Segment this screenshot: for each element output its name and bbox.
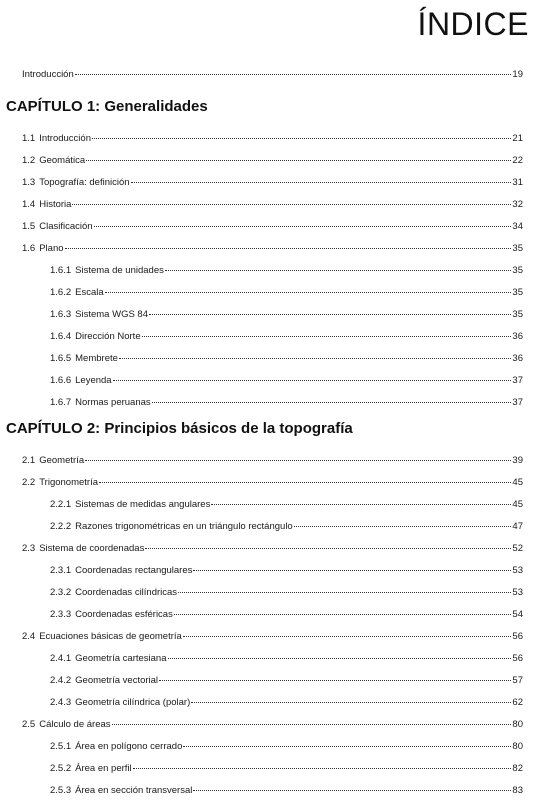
toc-entry-label: Introducción [22,69,74,80]
toc-entry[interactable] [22,719,523,731]
toc-entry-number: 1.6 [22,243,36,254]
leader-dots [105,291,512,293]
toc-entry[interactable] [22,199,523,211]
toc-entry-number: 1.5 [22,221,36,232]
leader-dots [85,459,511,461]
toc-entry-number: 1.6.6 [50,375,72,386]
toc-entry-label: Escala [75,287,104,298]
toc-entry-label: Plano [39,243,64,254]
toc-entry-label: Coordenadas esféricas [75,609,173,620]
toc-entry-label: Sistema de coordenadas [39,543,145,554]
toc-entry-label: Geometría [39,455,85,466]
toc-entry-number: 2.4.2 [50,675,72,686]
toc-entry-page: 83 [512,785,523,796]
toc-entry-page: 56 [512,653,523,664]
toc-entry[interactable] [22,133,523,145]
toc-entry-number: 1.1 [22,133,36,144]
toc-subentry[interactable] [50,741,523,753]
toc-entry-page: 62 [512,697,523,708]
toc-entry-label: Dirección Norte [75,331,141,342]
toc-entry-label: Ecuaciones básicas de geometría [39,631,182,642]
toc-entry-label: Trigonometría [39,477,98,488]
toc-entry-number: 2.2.2 [50,521,72,532]
toc-entry-page: 36 [512,331,523,342]
toc-entry-page: 21 [512,133,523,144]
toc-entry[interactable] [22,477,523,489]
leader-dots [99,481,511,483]
leader-dots [191,701,511,703]
toc-entry-label: Razones trigonométricas en un triángulo rectángulo [75,521,293,532]
toc-entry-number: 1.6.5 [50,353,72,364]
leader-dots [165,269,512,271]
toc-entry-number: 2.5 [22,719,36,730]
toc-entry-label: Coordenadas cilíndricas [75,587,178,598]
toc-entry-page: 45 [512,477,523,488]
toc-entry-page: 35 [512,243,523,254]
toc-entry-number: 1.6.2 [50,287,72,298]
toc-subentry[interactable] [50,587,523,599]
leader-dots [159,679,511,681]
leader-dots [113,379,512,381]
leader-dots [75,73,512,75]
toc-entry-label: Coordenadas rectangulares [75,565,193,576]
toc-entry-label: Historia [39,199,72,210]
toc-entry-page: 53 [512,587,523,598]
toc-entry-number: 1.3 [22,177,36,188]
toc-entry[interactable] [22,177,523,189]
toc-entry-page: 53 [512,565,523,576]
leader-dots [119,357,512,359]
leader-dots [152,401,512,403]
toc-entry-label: Leyenda [75,375,112,386]
leader-dots [149,313,511,315]
toc-subentry[interactable] [50,763,523,775]
toc-entry-page: 32 [512,199,523,210]
page-title: ÍNDICE [417,6,529,42]
toc-subentry[interactable] [50,521,523,533]
leader-dots [142,335,512,337]
leader-dots [178,591,511,593]
toc-subentry[interactable] [50,265,523,277]
leader-dots [193,569,511,571]
toc-entry[interactable] [22,155,523,167]
leader-dots [133,767,512,769]
leader-dots [145,547,511,549]
leader-dots [86,159,511,161]
toc-entry-page: 56 [512,631,523,642]
toc-entry-label: Membrete [75,353,118,364]
leader-dots [131,181,512,183]
toc-entry-introduccion[interactable] [22,69,523,81]
toc-entry-page: 35 [512,265,523,276]
toc-entry-page: 45 [512,499,523,510]
leader-dots [72,203,511,205]
toc-entry-label: Introducción [39,133,91,144]
toc-entry-label: Área en perfil [75,763,132,774]
toc-entry-number: 2.5.2 [50,763,72,774]
toc-entry-page: 37 [512,375,523,386]
toc-subentry[interactable] [50,309,523,321]
toc-entry-number: 2.2 [22,477,36,488]
toc-subentry[interactable] [50,287,523,299]
toc-entry-label: Cálculo de áreas [39,719,111,730]
leader-dots [174,613,512,615]
toc-entry-label: Sistema WGS 84 [75,309,148,320]
toc-entry-page: 35 [512,287,523,298]
toc-entry-page: 39 [512,455,523,466]
toc-subentry[interactable] [50,353,523,365]
toc-entry-page: 52 [512,543,523,554]
toc-entry-page: 37 [512,397,523,408]
toc-subentry[interactable] [50,397,523,409]
toc-entry-label: Sistema de unidades [75,265,164,276]
toc-subentry[interactable] [50,785,523,797]
toc-entry-number: 2.4.3 [50,697,72,708]
toc-entry-page: 80 [512,741,523,752]
toc-entry-number: 1.2 [22,155,36,166]
chapter-heading: CAPÍTULO 2: Principios básicos de la topografía [6,420,353,437]
toc-entry-number: 1.6.4 [50,331,72,342]
toc-entry[interactable] [22,631,523,643]
leader-dots [168,657,512,659]
toc-subentry[interactable] [50,565,523,577]
toc-entry-label: Área en polígono cerrado [75,741,183,752]
toc-entry-page: 19 [512,69,523,80]
toc-entry-page: 47 [512,521,523,532]
toc-entry-number: 2.5.1 [50,741,72,752]
toc-entry-label: Geomática [39,155,86,166]
toc-entry-page: 80 [512,719,523,730]
leader-dots [211,503,511,505]
toc-entry-page: 22 [512,155,523,166]
toc-entry-label: Geometría cilíndrica (polar) [75,697,191,708]
toc-entry-number: 1.4 [22,199,36,210]
leader-dots [183,745,511,747]
toc-entry-number: 2.3.1 [50,565,72,576]
toc-entry-label: Área en sección transversal [75,785,193,796]
toc-entry-page: 82 [512,763,523,774]
toc-subentry[interactable] [50,331,523,343]
toc-entry-page: 31 [512,177,523,188]
leader-dots [193,789,511,791]
toc-entry[interactable] [22,221,523,233]
toc-subentry[interactable] [50,499,523,511]
toc-subentry[interactable] [50,653,523,665]
toc-entry-number: 2.3.3 [50,609,72,620]
leader-dots [183,635,512,637]
toc-entry-number: 2.4.1 [50,653,72,664]
toc-subentry[interactable] [50,675,523,687]
toc-entry-number: 1.6.1 [50,265,72,276]
toc-entry-page: 54 [512,609,523,620]
toc-entry-label: Clasificación [39,221,93,232]
toc-entry-label: Sistemas de medidas angulares [75,499,211,510]
leader-dots [94,225,512,227]
toc-entry-number: 2.2.1 [50,499,72,510]
leader-dots [92,137,511,139]
toc-entry[interactable] [22,455,523,467]
toc-entry-number: 2.3.2 [50,587,72,598]
toc-entry-number: 1.6.7 [50,397,72,408]
toc-entry[interactable] [22,543,523,555]
toc-entry-page: 57 [512,675,523,686]
chapter-heading: CAPÍTULO 1: Generalidades [6,98,208,115]
toc-entry-label: Geometría vectorial [75,675,159,686]
toc-entry-number: 2.3 [22,543,36,554]
toc-subentry[interactable] [50,375,523,387]
toc-entry-label: Geometría cartesiana [75,653,167,664]
toc-entry-number: 2.5.3 [50,785,72,796]
leader-dots [294,525,512,527]
toc-entry-page: 34 [512,221,523,232]
toc-entry-number: 2.4 [22,631,36,642]
toc-subentry[interactable] [50,609,523,621]
toc-entry-number: 1.6.3 [50,309,72,320]
toc-entry-number: 2.1 [22,455,36,466]
leader-dots [112,723,512,725]
toc-entry-page: 36 [512,353,523,364]
leader-dots [65,247,512,249]
toc-entry-label: Topografía: definición [39,177,130,188]
toc-entry-page: 35 [512,309,523,320]
toc-entry[interactable] [22,243,523,255]
toc-subentry[interactable] [50,697,523,709]
toc-entry-label: Normas peruanas [75,397,151,408]
